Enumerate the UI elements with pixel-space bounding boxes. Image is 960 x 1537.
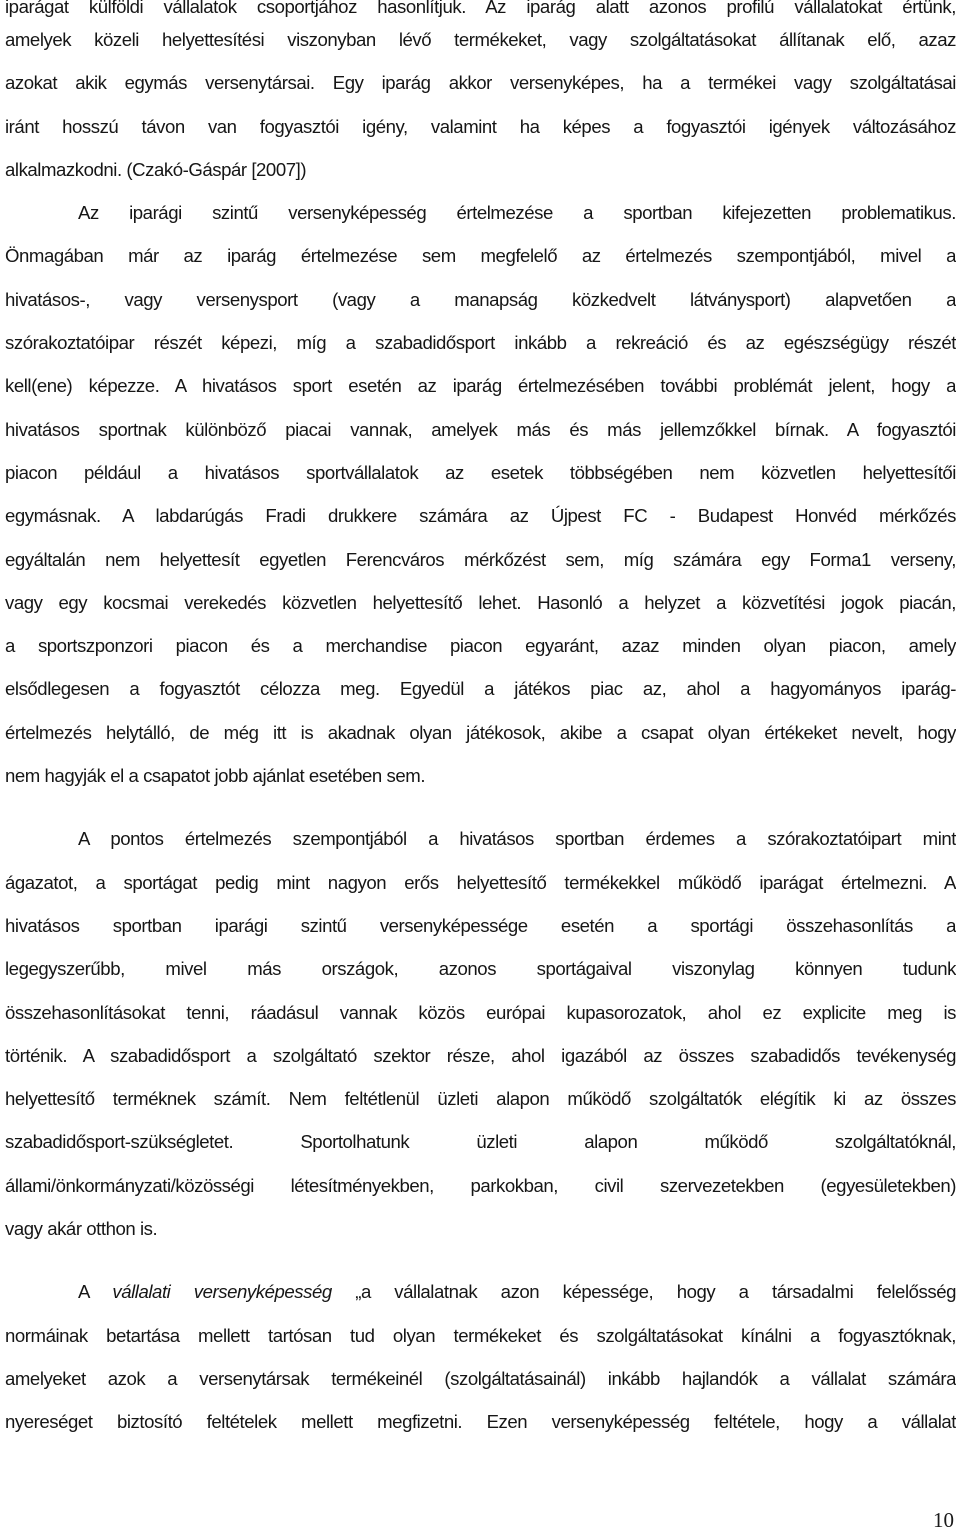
text-line: helyettesítő terméknek számít. Nem feltétlenül üzleti alapon működő szolgáltatók elégítik ki az összes	[5, 1088, 956, 1110]
text-line: egymásnak. A labdarúgás Fradi drukkere számára az Újpest FC - Budapest Honvéd mérkőzés	[5, 505, 956, 527]
text-line: kell(ene) képezze. A hivatásos sport esetén az iparág értelmezésében további problémát jelent, hogy a	[5, 375, 956, 397]
text-run: A	[78, 1281, 113, 1303]
text-line	[5, 1270, 956, 1313]
text-line: Az iparági szintű versenyképesség értelmezése a sportban kifejezetten problematikus.	[78, 202, 956, 224]
paragraph-3	[5, 817, 956, 1250]
text-line: történik. A szabadidősport a szolgáltató szektor része, ahol igazából az összes szabadidős tevékenység	[5, 1044, 956, 1066]
text-line: iparágat külföldi vállalatok csoportjához hasonlítjuk. Az iparág alatt azonos profilú vállalatokat értünk,	[5, 0, 956, 17]
paragraph-spacer	[5, 1250, 956, 1270]
paragraph-spacer	[5, 797, 956, 817]
text-line: szórakoztatóipar részét képezi, míg a szabadidősport inkább a rekreáció és az egészségügy részét	[5, 332, 956, 354]
text-line: elsődlegesen a fogyasztót célozza meg. Egyedül a játékos piac az, ahol a hagyományos iparág-	[5, 678, 956, 700]
text-line: iránt hosszú távon van fogyasztói igény, valamint ha képes a fogyasztói igények változásához	[5, 115, 956, 137]
text-line: amelyek közeli helyettesítési viszonyban lévő termékeket, vagy szolgáltatásokat állítanak elő, azaz	[5, 29, 956, 50]
text-line: összehasonlításokat tenni, ráadásul vannak közös európai kupasorozatok, ahol ez explicite meg is	[5, 1001, 956, 1023]
italic-term: vállalati versenyképesség	[112, 1281, 332, 1303]
text-line: normáinak betartása mellett tartósan tud olyan termékeket és szolgáltatásokat kínálni a fogyasztóknak,	[5, 1324, 956, 1346]
text-line: legegyszerűbb, mivel más országok, azonos sportágaival viszonylag könnyen tudunk	[5, 958, 956, 980]
text-line: Önmagában már az iparág értelmezése sem megfelelő az értelmezés szempontjából, mivel a	[5, 245, 956, 267]
text-line: nyereséget biztosító feltételek mellett megfizetni. Ezen versenyképesség feltétele, hogy a vállalat	[5, 1411, 956, 1433]
paragraph-2	[5, 191, 956, 797]
text-line: piacon például a hivatásos sportvállalatok az esetek többségében nem közvetlen helyettesítői	[5, 461, 956, 483]
paragraph-1	[5, 0, 956, 191]
text-line: nem hagyják el a csapatot jobb ajánlat esetében sem.	[5, 765, 426, 787]
paragraph-4	[5, 1270, 956, 1443]
text-line: szabadidősport-szükségletet. Sportolhatunk üzleti alapon működő szolgáltatóknál,	[5, 1131, 956, 1153]
text-line: vagy akár otthon is.	[5, 1218, 158, 1240]
text-line: azokat akik egymás versenytársai. Egy iparág akkor versenyképes, ha a termékei vagy szolgáltatásai	[5, 72, 956, 94]
text-line: alkalmazkodni. (Czakó-Gáspár [2007])	[5, 158, 307, 180]
text-line: hivatásos sportban iparági szintű versenyképessége esetén a sportági összehasonlítás a	[5, 914, 956, 936]
text-line: állami/önkormányzati/közösségi létesítményekben, parkokban, civil szervezetekben (egyesületekben)	[5, 1174, 956, 1196]
text-line: értelmezés helytálló, de még itt is akadnak olyan játékosok, akibe a csapat olyan értékeket nevelt, hogy	[5, 721, 956, 743]
page-number: 10	[933, 1508, 954, 1532]
text-line: hivatásos sportnak különböző piacai vannak, amelyek más és más jellemzőkkel bírnak. A fogyasztói	[5, 418, 956, 440]
text-line: ágazatot, a sportágat pedig mint nagyon erős helyettesítő termékekkel működő iparágat értelmezni. A	[5, 871, 956, 893]
text-line: amelyeket azok a versenytársak termékeinél (szolgáltatásainál) inkább hajlandók a vállalat számára	[5, 1367, 956, 1389]
text-line: vagy egy kocsmai verekedés közvetlen helyettesítő lehet. Hasonló a helyzet a közvetítési jogok piacán,	[5, 591, 956, 613]
text-line: a sportszponzori piacon és a merchandise piacon egyaránt, azaz minden olyan piacon, amely	[5, 635, 956, 657]
text-run: „a vállalatnak azon képessége, hogy a társadalmi felelősség	[331, 1281, 956, 1303]
text-line: egyáltalán nem helyettesít egyetlen Ferencváros mérkőzést sem, míg számára egy Forma1 verseny,	[5, 548, 956, 570]
text-line: A pontos értelmezés szempontjából a hivatásos sportban érdemes a szórakoztatóipart mint	[78, 828, 956, 850]
body-text	[5, 0, 956, 1444]
text-line: hivatásos-, vagy versenysport (vagy a manapság közkedvelt látványsport) alapvetően a	[5, 288, 956, 310]
